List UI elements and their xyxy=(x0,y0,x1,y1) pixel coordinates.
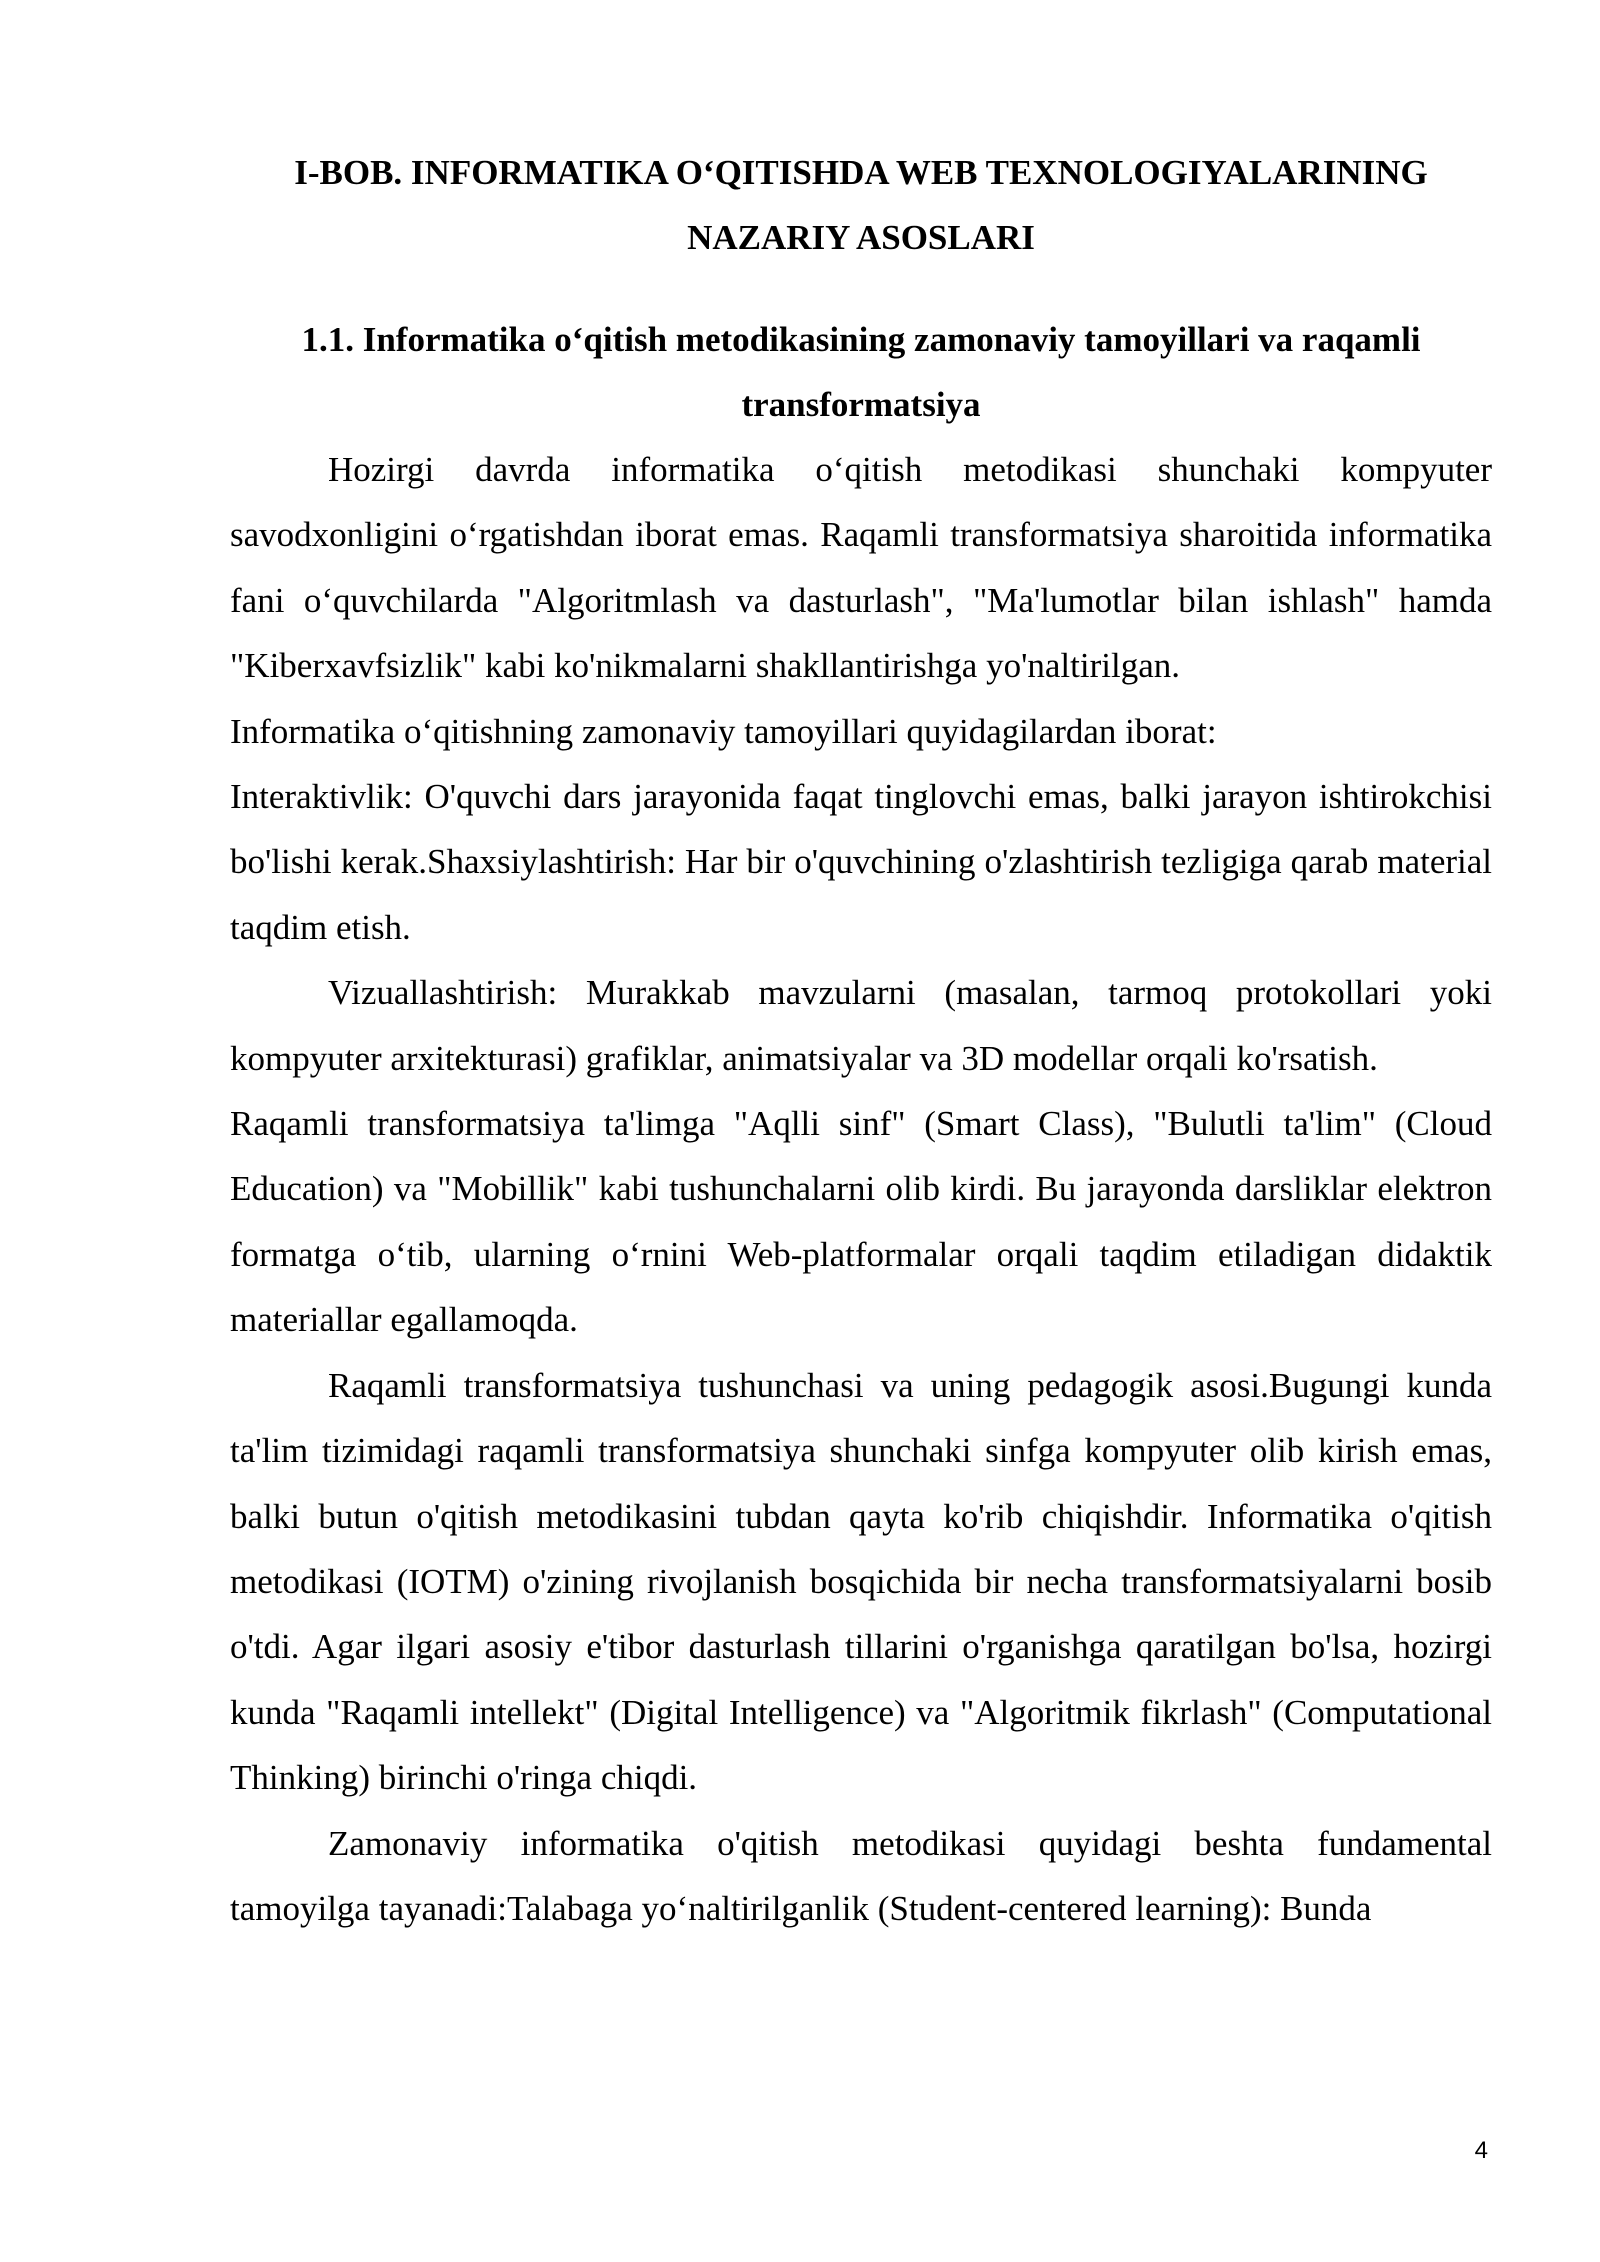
paragraph-principles-heading: Informatika o‘qitishning zamonaviy tamoyillari quyidagilardan iborat: xyxy=(230,711,1217,751)
section-title: 1.1. Informatika o‘qitish metodikasining zamonaviy tamoyillari va raqamli transformatsiya xyxy=(301,320,1421,424)
paragraph-pedagogical-basis: Raqamli transformatsiya tushunchasi va uning pedagogik asosi.Bugungi kunda ta'lim tizimidagi raqamli transformatsiya shunchaki sinfga kompyuter olib kirish emas, balki butun o'qitish metodikasini tubdan qayta ko'rib chiqishdir. Informatika o'qitish metodikasi (IOTM) o'zining rivojlanish bosqichida bir necha transformatsiyalarni bosib o'tdi. Agar ilgari asosiy e'tibor dasturlash tillarini o'rganishga qaratilgan bo'lsa, hozirgi kunda "Raqamli intellekt" (Digital Intelligence) va "Algoritmik fikrlash" (Computational Thinking) birinchi o'ringa chiqdi. xyxy=(230,1365,1492,1798)
paragraph-digital-transformation: Raqamli transformatsiya ta'limga "Aqlli sinf" (Smart Class), "Bulutli ta'lim" (Cloud Education) va "Mobillik" kabi tushunchalarni olib kirdi. Bu jarayonda darsliklar elektron formatga o‘tib, ularning o‘rnini Web-platformalar orqali taqdim etiladigan didaktik materiallar egallamoqda. xyxy=(230,1104,1492,1340)
page-number: 4 xyxy=(1474,2137,1488,2164)
chapter-title: I-BOB. INFORMATIKA O‘QITISHDA WEB TEXNOLOGIYALARINING NAZARIY ASOSLARI xyxy=(294,153,1428,257)
page-content xyxy=(230,140,1492,1941)
paragraph-interactivity: Interaktivlik: O'quvchi dars jarayonida faqat tinglovchi emas, balki jarayon ishtirokchisi bo'lishi kerak.Shaxsiylashtirish: Har bir o'quvchining o'zlashtirish tezligiga qarab material taqdim etish. xyxy=(230,777,1492,947)
paragraph-intro: Hozirgi davrda informatika o‘qitish metodikasi shunchaki kompyuter savodxonligini o‘rgatishdan iborat emas. Raqamli transformatsiya sharoitida informatika fani o‘quvchilarda "Algoritmlash va dasturlash", "Ma'lumotlar bilan ishlash" hamda "Kiberxavfsizlik" kabi ko'nikmalarni shakllantirishga yo'naltirilgan. xyxy=(230,450,1492,686)
paragraph-visualization: Vizuallashtirish: Murakkab mavzularni (masalan, tarmoq protokollari yoki kompyuter arxitekturasi) grafiklar, animatsiyalar va 3D modellar orqali ko'rsatish. xyxy=(230,973,1492,1078)
paragraph-fundamental-principles: Zamonaviy informatika o'qitish metodikasi quyidagi beshta fundamental tamoyilga tayanadi:Talabaga yo‘naltirilganlik (Student-centered learning): Bunda xyxy=(230,1823,1492,1928)
